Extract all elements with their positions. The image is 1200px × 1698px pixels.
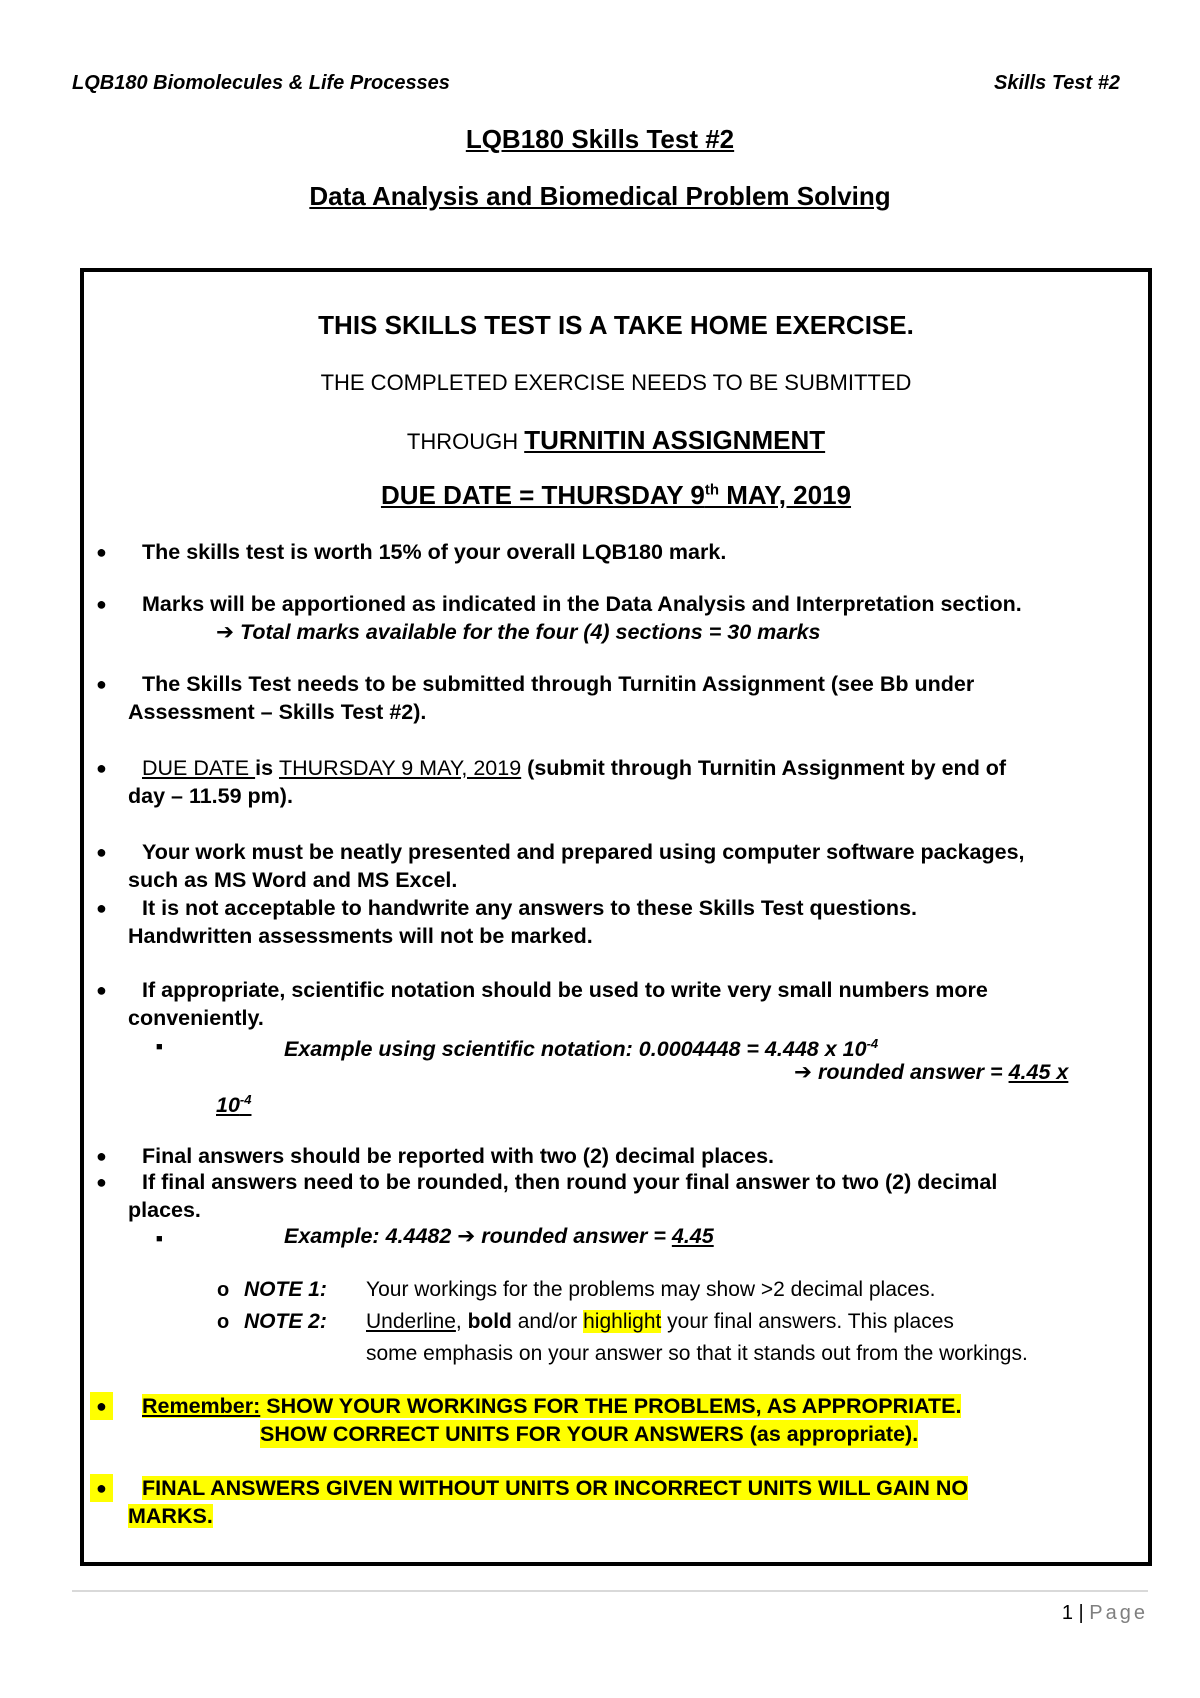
square-bullet-icon: ■	[156, 1233, 163, 1245]
square-bullet-icon: ■	[156, 1041, 163, 1053]
box-heading: THIS SKILLS TEST IS A TAKE HOME EXERCISE.	[318, 310, 914, 340]
bullet-icon: ●	[96, 980, 107, 1000]
running-header-right: Skills Test #2	[994, 72, 1120, 94]
circle-bullet-icon: o	[217, 1279, 230, 1301]
bullet-icon: ●	[96, 758, 107, 778]
bullet-icon: ●	[96, 1146, 107, 1166]
due-date-heading: DUE DATE = THURSDAY 9th MAY, 2019	[380, 480, 852, 510]
instructions-box: THIS SKILLS TEST IS A TAKE HOME EXERCISE. THE COMPLETED EXERCISE NEEDS TO BE SUBMITTED THROUGH TURNITIN ASSIGNMENT DUE DATE = THURSDAY 9th MAY, 2019 ● The skills test is worth 15% of your overall LQB180 mark. ● Marks will be apportioned as indicated in the Data Analysis and Interpretation section. ➔ Total marks available for the four (4) sections = 30 marks ● The Skills Test needs to be submitted through Turnitin Assignment (see Bb under Assessment – Skills Test #2). ● DUE DATE is THURSDAY 9 MAY, 2019 (submit through Turnitin Assignment by end of day – 11.59 pm). ● Your work must be neatly presented and prepared using computer software packages, such as MS Word and MS Excel. ● It is not acceptable to handwrite any answers to these Skills Test questions. Handwritten assessments will not be marked. ● If appropriate, scientific notation should be used to write very small numbers more conveniently. ■ Example using scientific notation: 0.0004448 = 4.448 x $10^{-4}$ ➔ rounded answer = 4.45 x $10^{-4}$ ● Final answers should be reported with two (2) decimal places. ● If final answers need to be rounded, then round your final answer to two (2) decimal places. ■ Example: 4.4482 ➔ rounded answer = 4.45 o NOTE 1: Your workings for the problems may show >2 decimal places. o NOTE 2: Underline, bold and/or highlight your final answers. This places some emphasis on your answer so that it stands out from the workings. ● Remember: SHOW YOUR WORKINGS FOR THE PROBLEMS, AS APPROPRIATE. SHOW CORRECT UNITS FOR YOUR ANSWERS (as appropriate). ● FINAL ANSWERS GIVEN WITHOUT UNITS OR INCORRECT UNITS WILL GAIN NO MARKS.	[80, 268, 1152, 1566]
box-turnitin-line: THROUGH TURNITIN ASSIGNMENT	[406, 425, 826, 455]
bullet-icon: ●	[96, 542, 107, 562]
bullet-icon: ●	[90, 1474, 113, 1502]
bullet-icon: ●	[96, 898, 107, 918]
bullet-icon: ●	[96, 842, 107, 862]
circle-bullet-icon: o	[217, 1311, 230, 1333]
running-header-left: LQB180 Biomolecules & Life Processes	[72, 72, 450, 94]
bullet-icon: ●	[96, 594, 107, 614]
page-footer: 1 | Page	[1061, 1602, 1148, 1624]
document-title: LQB180 Skills Test #2	[465, 124, 735, 154]
turnitin-assignment-text: TURNITIN ASSIGNMENT	[524, 425, 826, 455]
bullet-icon: ●	[96, 674, 107, 694]
footer-divider	[72, 1590, 1148, 1592]
bullet-icon: ●	[90, 1392, 113, 1420]
box-submission-line: THE COMPLETED EXERCISE NEEDS TO BE SUBMITTED	[320, 370, 912, 395]
bullet-icon: ●	[96, 1172, 107, 1192]
document-subtitle: Data Analysis and Biomedical Problem Solving	[309, 181, 891, 211]
